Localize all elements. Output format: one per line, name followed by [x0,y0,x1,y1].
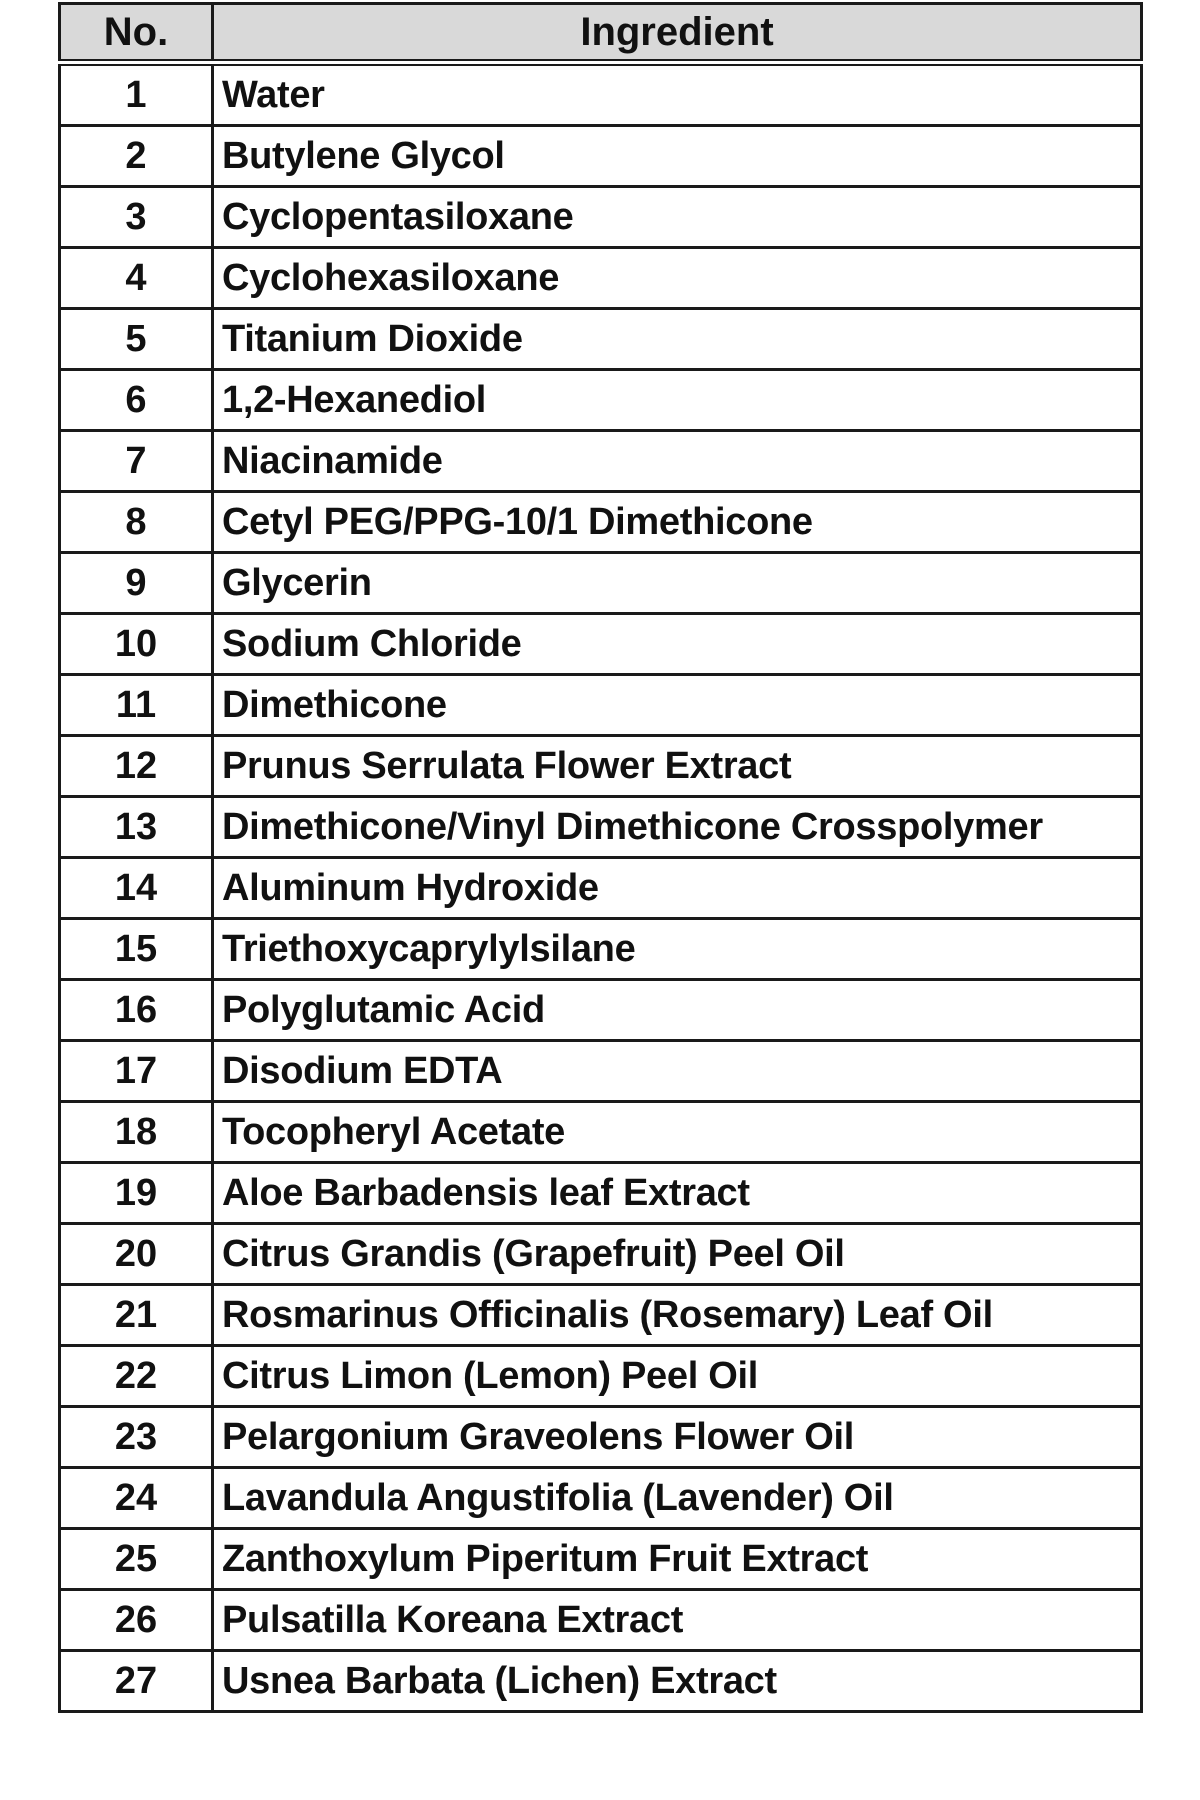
ingredient-name: Aloe Barbadensis leaf Extract [213,1163,1142,1224]
table-row [60,492,1142,553]
ingredient-name: Glycerin [213,553,1142,614]
row-number: 24 [60,1468,213,1529]
table-row [60,675,1142,736]
table-row [60,1346,1142,1407]
row-number: 18 [60,1102,213,1163]
ingredient-name: Usnea Barbata (Lichen) Extract [213,1651,1142,1712]
row-number: 3 [60,187,213,248]
table-row [60,1163,1142,1224]
row-number: 16 [60,980,213,1041]
row-number: 4 [60,248,213,309]
ingredient-name: Cyclohexasiloxane [213,248,1142,309]
ingredient-name: Aluminum Hydroxide [213,858,1142,919]
table-row [60,553,1142,614]
ingredient-name: Lavandula Angustifolia (Lavender) Oil [213,1468,1142,1529]
row-number: 2 [60,126,213,187]
header-ingredient: Ingredient [213,4,1142,63]
row-number: 10 [60,614,213,675]
table-row [60,187,1142,248]
table-row [60,1468,1142,1529]
row-number: 8 [60,492,213,553]
table-row [60,1651,1142,1712]
table-row [60,1224,1142,1285]
table-header [60,4,1142,63]
table-row [60,614,1142,675]
table-row [60,1285,1142,1346]
row-number: 17 [60,1041,213,1102]
row-number: 6 [60,370,213,431]
ingredient-name: Pelargonium Graveolens Flower Oil [213,1407,1142,1468]
ingredient-name: 1,2-Hexanediol [213,370,1142,431]
table-row [60,1407,1142,1468]
ingredient-name: Titanium Dioxide [213,309,1142,370]
row-number: 27 [60,1651,213,1712]
row-number: 11 [60,675,213,736]
table-row [60,370,1142,431]
row-number: 20 [60,1224,213,1285]
table-row [60,858,1142,919]
ingredient-name: Dimethicone [213,675,1142,736]
ingredient-name: Tocopheryl Acetate [213,1102,1142,1163]
table-row [60,1590,1142,1651]
ingredient-name: Polyglutamic Acid [213,980,1142,1041]
table-row [60,1102,1142,1163]
ingredient-name: Disodium EDTA [213,1041,1142,1102]
ingredient-name: Rosmarinus Officinalis (Rosemary) Leaf Oil [213,1285,1142,1346]
header-row [60,4,1142,63]
table-row [60,248,1142,309]
ingredient-name: Niacinamide [213,431,1142,492]
row-number: 25 [60,1529,213,1590]
row-number: 21 [60,1285,213,1346]
row-number: 19 [60,1163,213,1224]
table-row [60,1041,1142,1102]
ingredient-name: Zanthoxylum Piperitum Fruit Extract [213,1529,1142,1590]
row-number: 23 [60,1407,213,1468]
ingredient-name: Triethoxycaprylylsilane [213,919,1142,980]
row-number: 1 [60,63,213,126]
row-number: 15 [60,919,213,980]
row-number: 14 [60,858,213,919]
ingredient-name: Dimethicone/Vinyl Dimethicone Crosspolymer [213,797,1142,858]
ingredient-name: Cyclopentasiloxane [213,187,1142,248]
ingredient-name: Butylene Glycol [213,126,1142,187]
row-number: 26 [60,1590,213,1651]
ingredient-name: Citrus Limon (Lemon) Peel Oil [213,1346,1142,1407]
table-body [60,63,1142,1712]
row-number: 7 [60,431,213,492]
row-number: 5 [60,309,213,370]
ingredient-name: Prunus Serrulata Flower Extract [213,736,1142,797]
table-row [60,980,1142,1041]
ingredient-name: Sodium Chloride [213,614,1142,675]
row-number: 12 [60,736,213,797]
row-number: 13 [60,797,213,858]
table-row [60,309,1142,370]
table-row [60,431,1142,492]
row-number: 9 [60,553,213,614]
table-row [60,736,1142,797]
ingredient-table [58,2,1143,1713]
ingredient-name: Cetyl PEG/PPG-10/1 Dimethicone [213,492,1142,553]
table-row [60,126,1142,187]
table-row [60,63,1142,126]
ingredient-name: Citrus Grandis (Grapefruit) Peel Oil [213,1224,1142,1285]
table-row [60,797,1142,858]
ingredient-name: Pulsatilla Koreana Extract [213,1590,1142,1651]
ingredient-name: Water [213,63,1142,126]
table-row [60,1529,1142,1590]
header-number: No. [60,4,213,63]
row-number: 22 [60,1346,213,1407]
table-row [60,919,1142,980]
